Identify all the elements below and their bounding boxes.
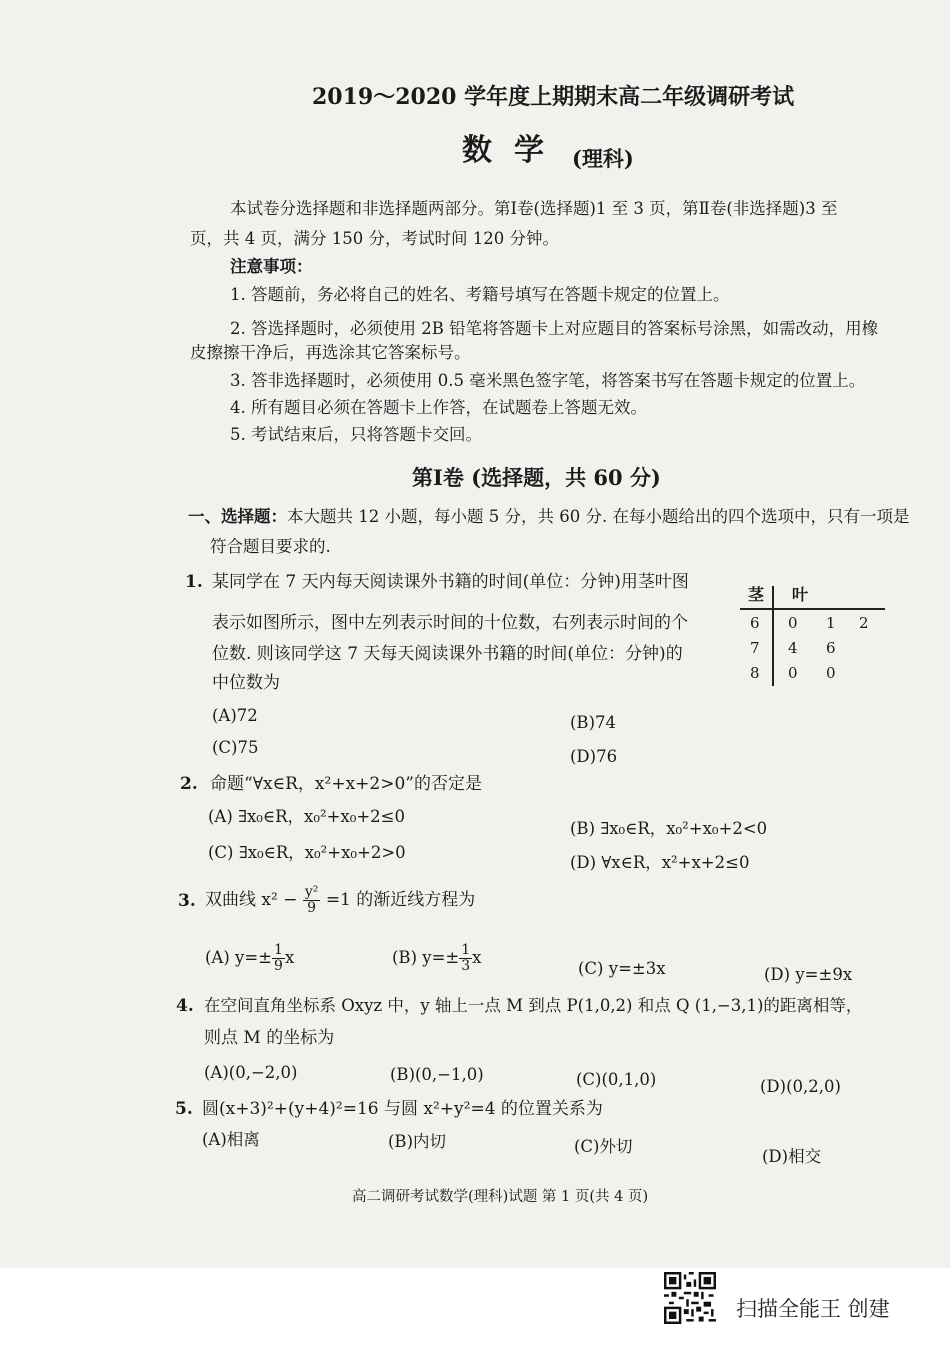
q3-stem: 双曲线 x² − $\frac{\text{y²}}{9}$ =1 的渐近线方程为 (205, 884, 476, 916)
notes-title: 注意事项： (230, 257, 313, 276)
scanner-watermark: 扫描全能王 创建 (736, 1297, 890, 1321)
q4-stem-line: 在空间直角坐标系 Oxyz 中，y 轴上一点 M 到点 P(1,0,2) 和点 Q (1,−3,1)的距离相等， (204, 996, 863, 1015)
leaf-cell: 0 (826, 664, 836, 682)
q2-option-b: (B) ∃x₀∈R，x₀²+x₀+2<0 (570, 819, 768, 838)
leaf-cell: 6 (826, 639, 836, 657)
note-item: 1. 答题前，务必将自己的姓名、考籍号填写在答题卡规定的位置上。 (230, 285, 730, 304)
page-footer: 高二调研考试数学(理科)试题 第 1 页(共 4 页) (352, 1189, 649, 1205)
q1-option-a: (A)72 (212, 706, 258, 725)
q3-option-a: (A) y=± $\frac{1}{9}$ x (205, 942, 295, 974)
q5-stem: 圆(x+3)²+(y+4)²=16 与圆 x²+y²=4 的位置关系为 (202, 1099, 603, 1119)
q1-stem-line: 表示如图所示，图中左列表示时间的十位数，右列表示时间的个 (212, 613, 688, 633)
q2-number: 2. (180, 774, 198, 794)
q5-option-c: (C)外切 (574, 1137, 633, 1156)
q2-option-d: (D) ∀x∈R，x²+x+2≤0 (570, 853, 750, 872)
subject-title: 数学 (462, 133, 566, 168)
q1-number: 1. (185, 572, 203, 592)
q1-stem-line: 某同学在 7 天内每天阅读课外书籍的时间(单位：分钟)用茎叶图 (212, 572, 689, 592)
leaf-cell: 1 (826, 614, 836, 632)
qr-code-icon (664, 1272, 716, 1324)
q3-option-d: (D) y=±9x (764, 965, 853, 984)
fraction: $\frac{\text{y²}}{9}$ (304, 884, 319, 916)
q1-stem-line: 位数. 则该同学这 7 天每天阅读课外书籍的时间(单位：分钟)的 (212, 644, 683, 664)
q3-number: 3. (178, 891, 196, 911)
stem-leaf-plot (740, 582, 885, 692)
q2-stem: 命题“∀x∈R，x²+x+2>0”的否定是 (210, 774, 482, 794)
leaf-cell: 4 (788, 639, 798, 657)
note-item: 3. 答非选择题时，必须使用 0.5 毫米黑色签字笔，将答案书写在答题卡规定的位置上。 (230, 371, 866, 390)
leaf-cell: 0 (788, 614, 798, 632)
q2-option-a: (A) ∃x₀∈R，x₀²+x₀+2≤0 (208, 807, 405, 826)
leaf-header: 叶 (792, 585, 809, 604)
stem-cell: 6 (750, 614, 760, 632)
exam-title: 2019～2020 学年度上期期末高二年级调研考试 (312, 84, 795, 110)
note-item: 4. 所有题目必须在答题卡上作答，在试题卷上答题无效。 (230, 398, 647, 417)
q5-option-b: (B)内切 (388, 1132, 446, 1151)
q5-number: 5. (175, 1099, 193, 1119)
q2-option-c: (C) ∃x₀∈R，x₀²+x₀+2>0 (208, 843, 406, 862)
stem-cell: 8 (750, 664, 760, 682)
q4-option-a: (A)(0,−2,0) (204, 1063, 298, 1082)
q3-option-b: (B) y=± $\frac{1}{3}$ x (392, 942, 482, 974)
leaf-cell: 2 (859, 614, 869, 632)
q1-option-c: (C)75 (212, 738, 259, 757)
table-rule (740, 608, 885, 610)
intro-line: 本试卷分选择题和非选择题两部分。第Ⅰ卷(选择题)1 至 3 页，第Ⅱ卷(非选择题)3 至 (230, 199, 838, 218)
note-item: 皮擦擦干净后，再选涂其它答案标号。 (190, 343, 471, 362)
section-title: 第Ⅰ卷 (选择题，共 60 分) (412, 465, 661, 490)
q4-option-b: (B)(0,−1,0) (390, 1065, 484, 1084)
intro-line: 页，共 4 页，满分 150 分，考试时间 120 分钟。 (190, 229, 559, 248)
q1-stem-line: 中位数为 (212, 673, 280, 693)
leaf-cell: 0 (788, 664, 798, 682)
q1-option-b: (B)74 (570, 713, 616, 732)
q3-option-c: (C) y=±3x (578, 959, 666, 978)
q5-option-d: (D)相交 (762, 1147, 822, 1166)
q5-option-a: (A)相离 (202, 1130, 260, 1149)
q4-stem-line: 则点 M 的坐标为 (204, 1028, 335, 1048)
q4-option-d: (D)(0,2,0) (760, 1077, 841, 1096)
section-instructions-cont: 符合题目要求的. (210, 537, 331, 556)
q4-number: 4. (176, 996, 194, 1016)
stem-cell: 7 (750, 639, 760, 657)
note-item: 2. 答选择题时，必须使用 2B 铅笔将答题卡上对应题目的答案标号涂黑，如需改动，用橡 (230, 319, 879, 338)
stem-header: 茎 (748, 585, 765, 604)
q1-option-d: (D)76 (570, 747, 618, 766)
subject-subtitle: (理科) (572, 146, 634, 171)
table-divider (772, 586, 774, 686)
note-item: 5. 考试结束后，只将答题卡交回。 (230, 425, 482, 444)
section-instructions: 一、选择题：本大题共 12 小题，每小题 5 分，共 60 分. 在每小题给出的四个选项中，只有一项是 (188, 507, 910, 526)
q4-option-c: (C)(0,1,0) (576, 1070, 657, 1089)
